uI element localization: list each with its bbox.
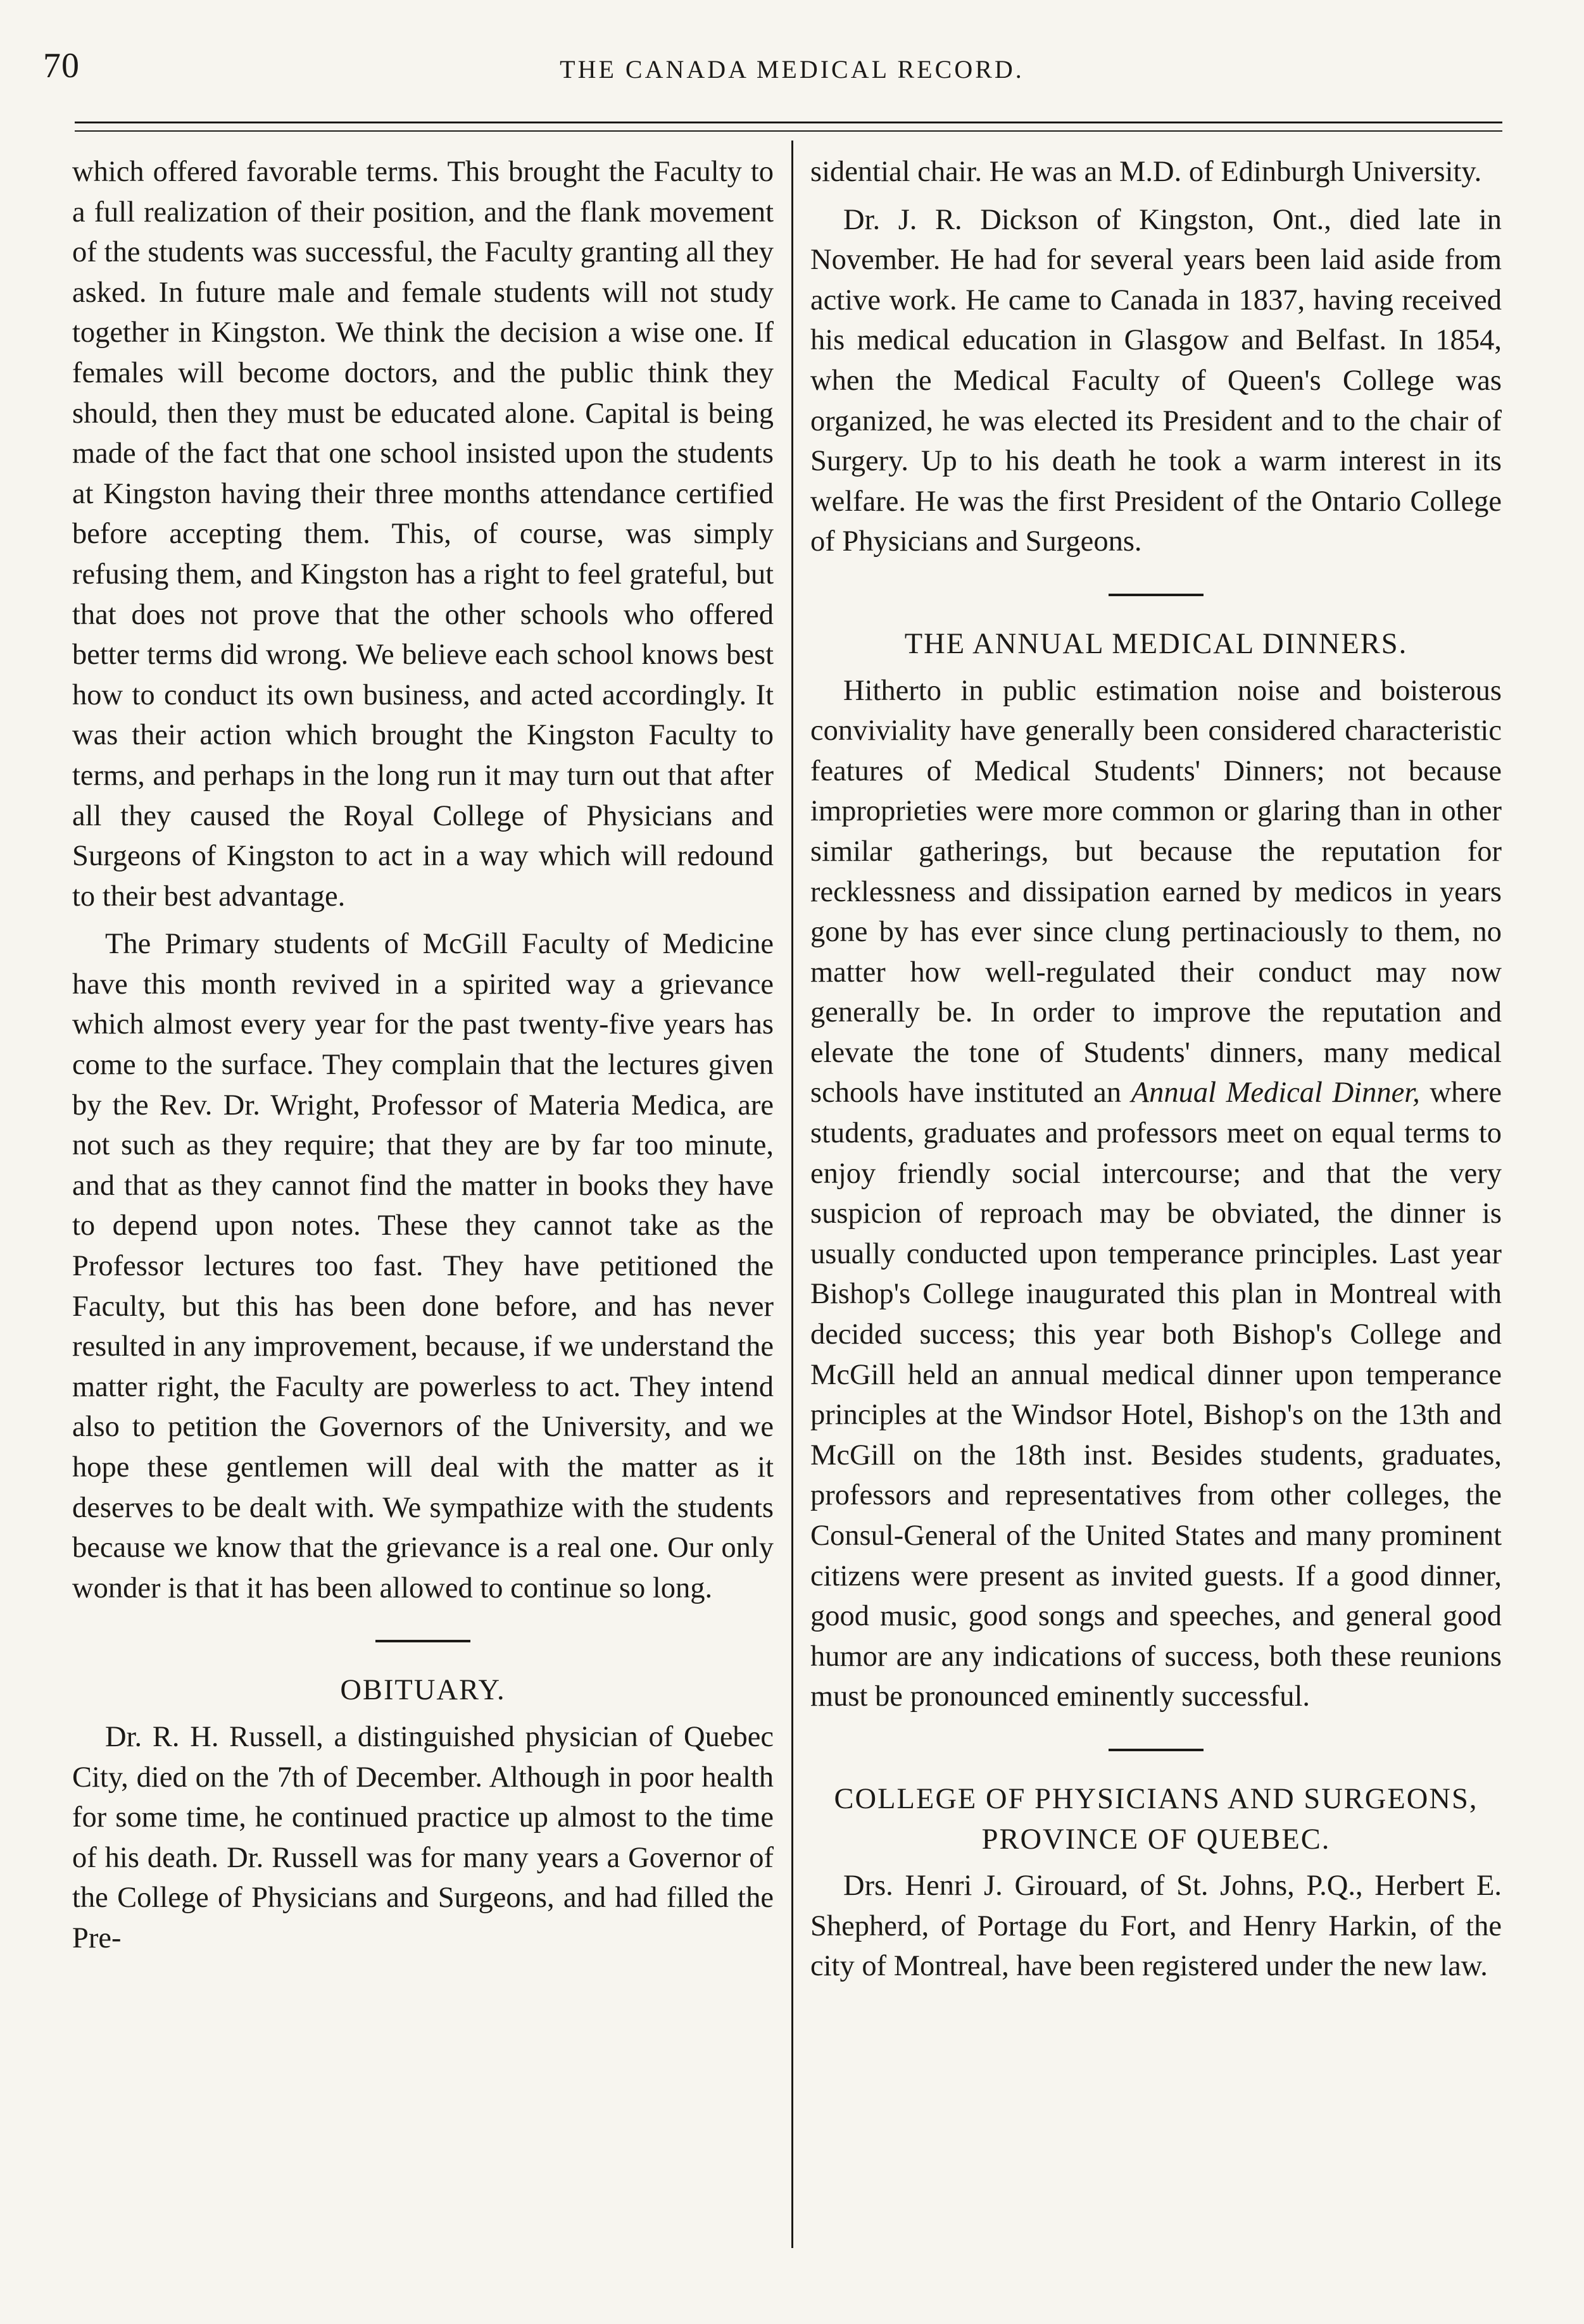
college-registration-paragraph: Drs. Henri J. Girouard, of St. Johns, P.Q., Herbert E. Shepherd, of Portage du Fort, and Henry Harkin, of the city of Montreal, have been registered under the new law. — [810, 1870, 1502, 1983]
section-divider — [1109, 1749, 1204, 1751]
running-title: THE CANADA MEDICAL RECORD. — [560, 55, 1024, 84]
header-rule-thin — [75, 130, 1502, 132]
column-divider — [791, 141, 793, 2248]
obituary-dickson-paragraph: Dr. J. R. Dickson of Kingston, Ont., died late in November. He had for several years been laid aside from active work. He came to Canada in 1837, having received his medical education in Glasgow and Belfast. In 1854, when the Medical Faculty of Queen's College was organized, he was elected its President and to the chair of Surgery. Up to his death he took a warm interest in its welfare. He was the first President of the Ontario College of Physicians and Surgeons. — [810, 203, 1502, 558]
obituary-heading: OBITUARY. — [340, 1674, 506, 1707]
right-column — [810, 152, 1502, 1987]
obituary-russell-paragraph: Dr. R. H. Russell, a distinguished physician of Quebec City, died on the 7th of December. Although in poor health for some time, he continued practice up almost to the time of his death. Dr. Russell was for many years a Governor of the College of Physicians and Surgeons, and had filled the Pre- — [72, 1720, 774, 1954]
header-rule-thick — [75, 122, 1502, 123]
left-column — [72, 152, 774, 1959]
kingston-continuation-paragraph: which offered favorable terms. This brought the Faculty to a full realization of their position, and the flank movement of the students was successful, the Faculty granting all they asked. In future male and female students will not study together in Kingston. We think the decision a wise one. If females will become doctors, and the public think they should, then they must be educated alone. Capital is being made of the fact that one school insisted upon the students at Kingston having their three months attendance certified before accepting them. This, of course, was simply refusing them, and Kingston has a right to feel grateful, but that does not prove that the other schools who offered better terms did wrong. We believe each school knows best how to conduct its own business, and acted accordingly. It was their action which brought the Kingston Faculty to terms, and perhaps in the long run it may turn out that after all they caused the Royal College of Physicians and Surgeons of Kingston to act in a way which will redound to their best advantage. — [72, 156, 774, 913]
annual-dinners-paragraph — [810, 671, 1502, 1717]
dinners-italic-phrase: Annual Medical Dinner, — [1131, 1077, 1420, 1109]
annual-dinners-heading: THE ANNUAL MEDICAL DINNERS. — [904, 627, 1408, 660]
dinners-text-end: where students, graduates and professors meet on equal terms to enjoy friendly social intercourse; and that the very suspicion of reproach may be obviated, the dinner is usually conducted upon temperance principles. Last year Bishop's College inaugurated this plan in Montreal with decided success; this year both Bishop's College and McGill held an annual medical dinner upon temperance principles at the Windsor Hotel, Bishop's on the 13th and McGill on the 18th inst. Besides students, graduates, professors and representatives from other colleges, the Consul-General of the United States and many prominent citizens were present as invited guests. If a good dinner, good music, good songs and speeches, and general good humor are any indications of success, both these reunions must be pronounced eminently successful. — [810, 1077, 1502, 1713]
page-number: 70 — [43, 46, 80, 85]
mcgill-grievance-paragraph: The Primary students of McGill Faculty of Medicine have this month revived in a spirited way a grievance which almost every year for the past twenty-five years has come to the surface. They complain that the lectures given by the Rev. Dr. Wright, Professor of Materia Medica, are not such as they require; that they are by far too minute, and that as they cannot find the matter in books they have to depend upon notes. These they cannot take as the Professor lectures too fast. They have petitioned the Faculty, but this has been done before, and has never resulted in any improvement, because, if we understand the matter right, the Faculty are powerless to act. They intend also to petition the Governors of the University, and we hope these gentlemen will deal with the matter as it deserves to be dealt with. We sympathize with the students because we know that the grievance is a real one. Our only wonder is that it has been allowed to continue so long. — [72, 928, 774, 1604]
section-divider — [375, 1640, 470, 1642]
college-heading: COLLEGE OF PHYSICIANS AND SURGEONS, PROVINCE OF QUEBEC. — [834, 1782, 1478, 1856]
section-divider — [1109, 594, 1204, 596]
russell-continuation-paragraph: sidential chair. He was an M.D. of Edinburgh University. — [810, 156, 1482, 188]
dinners-text-start: Hitherto in public estimation noise and boisterous conviviality have generally been considered characteristic features of Medical Students' Dinners; not because improprieties were more common or glaring than in other similar gatherings, but because the reputation for recklessness and dissipation earned by medicos in years gone by has ever since clung pertinaciously to them, no matter how well-regulated their conduct may now generally be. In order to improve the reputation and elevate the tone of Students' dinners, many medical schools have instituted an — [810, 674, 1502, 1109]
